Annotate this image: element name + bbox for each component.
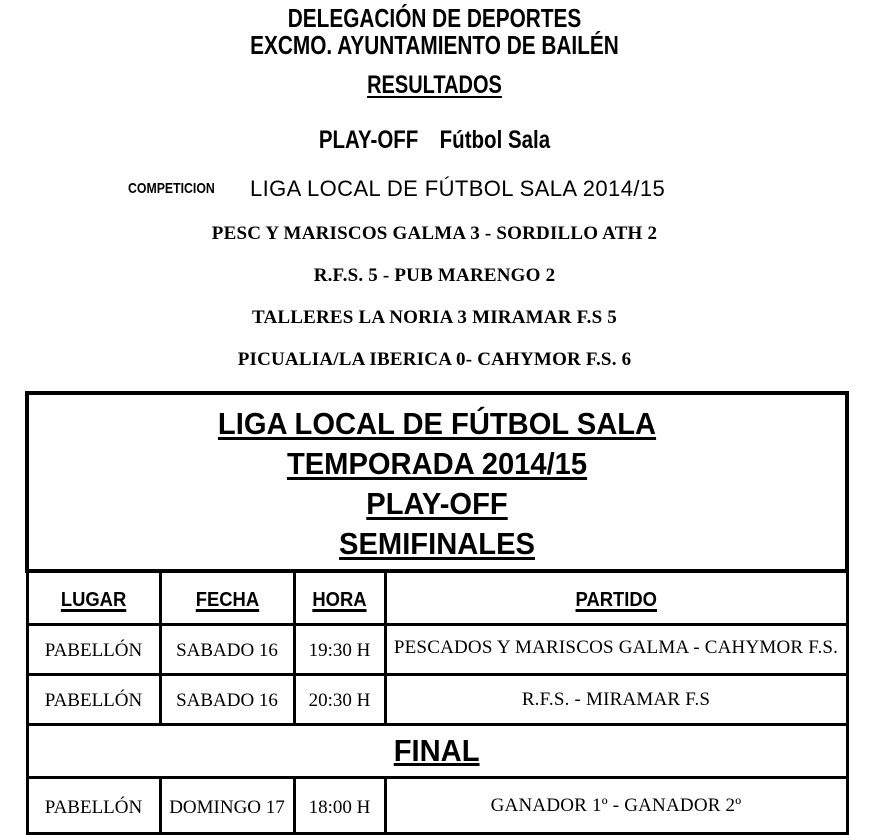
competicion-value: LIGA LOCAL DE FÚTBOL SALA 2014/15 (250, 176, 666, 201)
result-line: PICUALIA/LA IBERICA 0- CAHYMOR F.S. 6 (237, 349, 632, 370)
table-title-line-liga: LIGA LOCAL DE FÚTBOL SALA (217, 406, 657, 441)
masthead-line-ayuntamiento: EXCMO. AYUNTAMIENTO DE BAILÉN (250, 30, 619, 60)
cell-fecha: SABADO 16 (160, 625, 294, 675)
table-final-banner-row (27, 725, 847, 778)
table-title-line-playoff: PLAY-OFF (366, 486, 508, 521)
final-banner-label: FINAL (394, 733, 480, 768)
cell-hora: 18:00 H (294, 778, 385, 834)
playoff-subtitle-sport: Fútbol Sala (439, 126, 551, 154)
cell-fecha: DOMINGO 17 (160, 778, 294, 834)
cell-fecha: SABADO 16 (160, 675, 294, 725)
schedule-table (25, 391, 849, 835)
column-header-partido (385, 571, 847, 625)
cell-lugar: PABELLÓN (27, 675, 160, 725)
column-header-partido-label: PARTIDO (575, 588, 657, 611)
result-line: PESC Y MARISCOS GALMA 3 - SORDILLO ATH 2 (211, 223, 658, 244)
cell-hora: 19:30 H (294, 625, 385, 675)
cell-partido: GANADOR 1º - GANADOR 2º (385, 778, 847, 834)
column-header-hora-label: HORA (312, 588, 367, 611)
cell-lugar: PABELLÓN (27, 778, 160, 834)
playoff-subtitle (78, 126, 791, 155)
masthead-line-resultados: RESULTADOS (367, 71, 502, 99)
competicion-label: COMPETICION (128, 180, 215, 197)
column-header-fecha-label: FECHA (195, 588, 259, 611)
cell-lugar: PABELLÓN (27, 625, 160, 675)
table-title-block (27, 393, 847, 571)
results-list (0, 224, 869, 392)
column-header-hora (294, 571, 385, 625)
cell-hora: 20:30 H (294, 675, 385, 725)
table-title-row (27, 393, 847, 571)
table-row (27, 675, 847, 725)
masthead-line-delegacion: DELEGACIÓN DE DEPORTES (287, 3, 582, 33)
column-header-fecha (160, 571, 294, 625)
result-line: R.F.S. 5 - PUB MARENGO 2 (313, 265, 556, 286)
playoff-subtitle-playoff: PLAY-OFF (318, 126, 419, 154)
competicion-row (0, 176, 869, 204)
cell-partido: R.F.S. - MIRAMAR F.S (385, 675, 847, 725)
final-banner-cell (27, 725, 847, 778)
table-title-line-temporada: TEMPORADA 2014/15 (286, 446, 588, 481)
table-row (27, 625, 847, 675)
column-header-lugar (27, 571, 160, 625)
table-title-line-semifinales: SEMIFINALES (339, 526, 535, 561)
column-header-lugar-label: LUGAR (60, 588, 127, 611)
table-row (27, 778, 847, 834)
cell-partido: PESCADOS Y MARISCOS GALMA - CAHYMOR F.S. (385, 625, 847, 675)
table-header-row (27, 571, 847, 625)
result-line: TALLERES LA NORIA 3 MIRAMAR F.S 5 (251, 307, 618, 328)
